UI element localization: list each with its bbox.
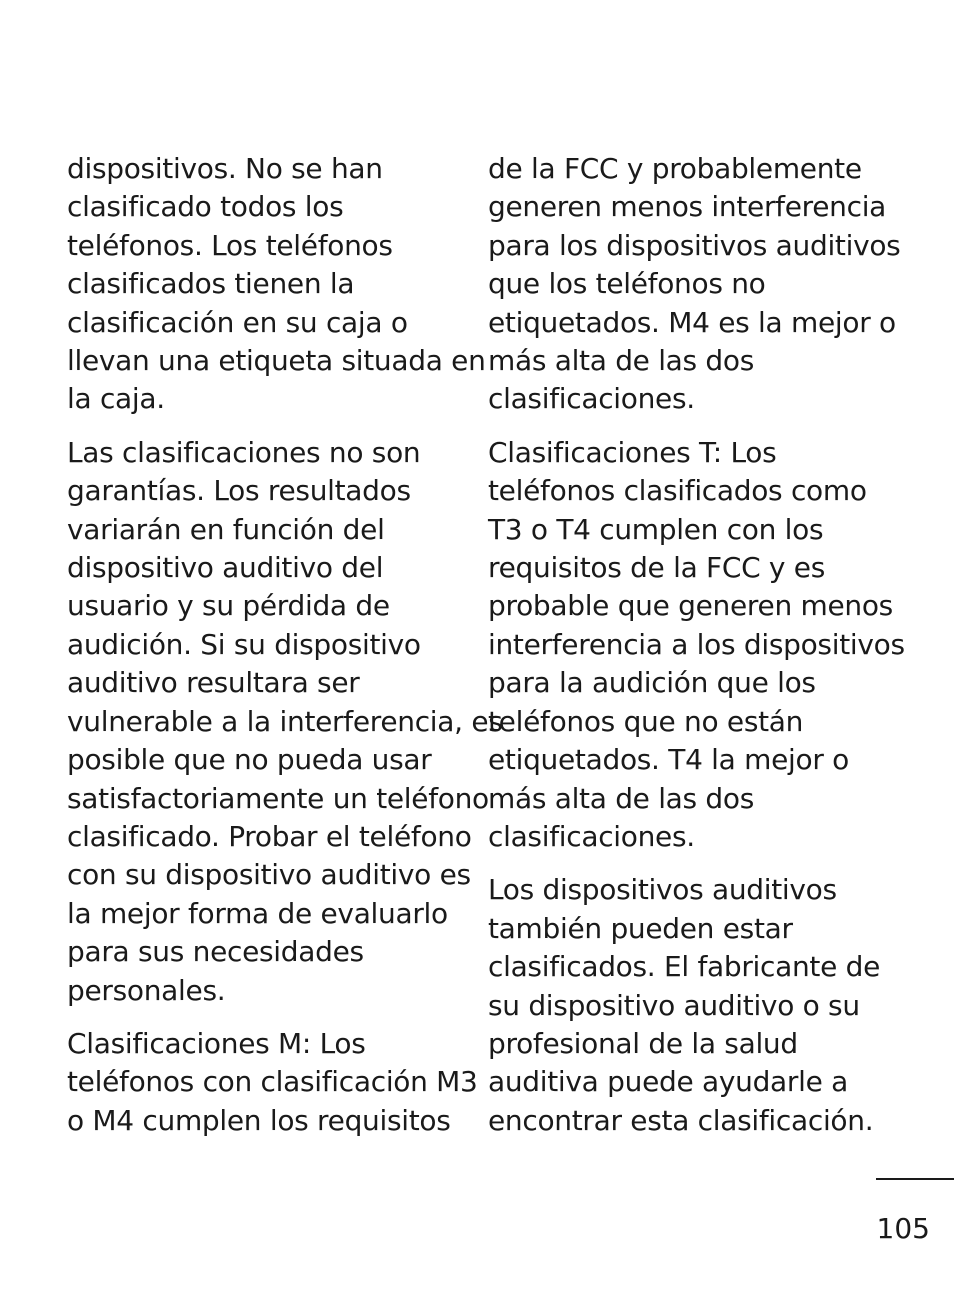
page-number: 105	[876, 1212, 930, 1245]
paragraph	[488, 150, 901, 419]
text-line: profesional de la salud	[488, 1026, 798, 1060]
text-line: llevan una etiqueta situada en	[67, 344, 486, 378]
text-line: auditivo resultara ser	[67, 666, 360, 700]
text-line: Clasificaciones T: Los	[488, 435, 777, 469]
text-line: personales.	[67, 973, 226, 1007]
paragraph	[67, 1025, 478, 1140]
text-line: o M4 cumplen los requisitos	[67, 1103, 451, 1137]
text-line: más alta de las dos	[488, 781, 755, 815]
text-line: teléfonos que no están	[488, 704, 804, 738]
text-line: garantías. Los resultados	[67, 474, 411, 508]
text-line: para sus necesidades	[67, 935, 364, 969]
text-line: posible que no pueda usar	[67, 743, 432, 777]
text-line: más alta de las dos	[488, 344, 755, 378]
text-line: la mejor forma de evaluarlo	[67, 896, 448, 930]
text-line: encontrar esta clasificación.	[488, 1103, 874, 1137]
text-line: dispositivo auditivo del	[67, 551, 384, 585]
paragraph	[67, 150, 486, 419]
text-line: para los dispositivos auditivos	[488, 228, 901, 262]
text-line: para la audición que los	[488, 666, 816, 700]
text-line: interferencia a los dispositivos	[488, 627, 905, 661]
text-line: requisitos de la FCC y es	[488, 551, 826, 585]
text-line: etiquetados. M4 es la mejor o	[488, 305, 896, 339]
paragraph	[67, 434, 503, 1010]
text-line: probable que generen menos	[488, 589, 893, 623]
text-line: que los teléfonos no	[488, 267, 766, 301]
text-line: clasificaciones.	[488, 819, 695, 853]
text-line: teléfonos con clasificación M3	[67, 1065, 478, 1099]
text-line: auditiva puede ayudarle a	[488, 1065, 848, 1099]
text-line: dispositivos. No se han	[67, 152, 383, 185]
text-line: clasificaciones.	[488, 382, 695, 416]
text-line: clasificado. Probar el teléfono	[67, 819, 472, 853]
text-line: clasificado todos los	[67, 190, 344, 224]
text-line: etiquetados. T4 la mejor o	[488, 743, 849, 777]
footer-rule	[876, 1178, 954, 1180]
text-line: satisfactoriamente un teléfono	[67, 781, 489, 815]
text-line: clasificación en su caja o	[67, 305, 408, 339]
text-line: con su dispositivo auditivo es	[67, 858, 471, 892]
text-line: generen menos interferencia	[488, 190, 887, 224]
left-column	[67, 150, 503, 1155]
paragraph	[488, 434, 905, 856]
text-line: audición. Si su dispositivo	[67, 627, 421, 661]
text-line: teléfonos clasificados como	[488, 474, 867, 508]
right-column	[488, 150, 905, 1155]
text-line: vulnerable a la interferencia, es	[67, 704, 503, 738]
paragraph	[488, 871, 881, 1140]
text-line: clasificados tienen la	[67, 267, 355, 301]
text-line: Las clasificaciones no son	[67, 435, 421, 469]
text-line: la caja.	[67, 382, 165, 416]
text-line: variarán en función del	[67, 512, 385, 546]
text-line: clasificados. El fabricante de	[488, 950, 881, 984]
text-line: de la FCC y probablemente	[488, 152, 862, 185]
text-line: usuario y su pérdida de	[67, 589, 390, 623]
text-line: también pueden estar	[488, 911, 793, 945]
text-line: Clasificaciones M: Los	[67, 1026, 366, 1060]
text-line: Los dispositivos auditivos	[488, 873, 837, 907]
text-line: su dispositivo auditivo o su	[488, 988, 860, 1022]
text-line: teléfonos. Los teléfonos	[67, 228, 393, 262]
text-line: T3 o T4 cumplen con los	[488, 512, 824, 546]
